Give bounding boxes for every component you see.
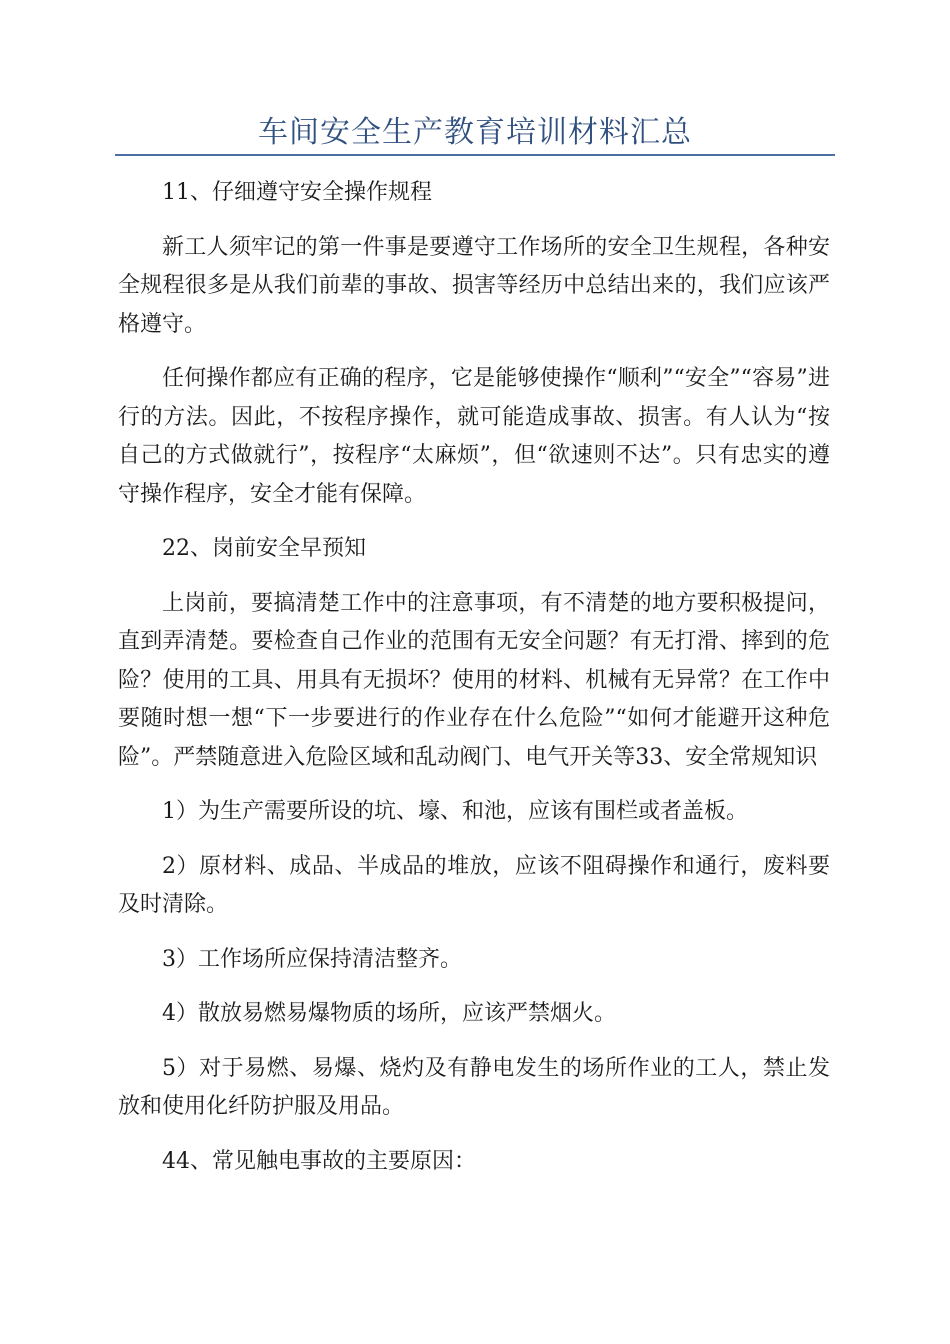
paragraph-2: 任何操作都应有正确的程序，它是能够使操作“顺利”“安全”“容易”进行的方法。因此，不按程序操作，就可能造成事故、损害。有人认为“按自己的方式做就行”，按程序“太麻烦”，但“欲速则不达”。只有忠实的遵守操作程序，安全才能有保障。 [118,366,830,507]
paragraph-1: 新工人须牢记的第一件事是要遵守工作场所的安全卫生规程，各种安全规程很多是从我们前辈的事故、损害等经历中总结出来的，我们应该严格遵守。 [118,234,830,337]
title-underline [115,154,835,156]
list-item-2: 2）原材料、成品、半成品的堆放，应该不阻碍操作和通行，废料要及时清除。 [118,853,830,917]
section-heading-1: 11、仔细遵守安全操作规程 [162,180,432,205]
list-item-4: 4）散放易燃易爆物质的场所，应该严禁烟火。 [162,1001,616,1026]
document-body [118,174,830,1197]
section-heading-4: 44、常见触电事故的主要原因： [162,1148,476,1174]
list-item-3: 3）工作场所应保持清洁整齐。 [162,946,462,972]
section-heading-2: 22、岗前安全早预知 [162,536,366,561]
document-title: 车间安全生产教育培训材料汇总 [258,115,692,150]
paragraph-3: 上岗前，要搞清楚工作中的注意事项，有不清楚的地方要积极提问，直到弄清楚。要检查自己作业的范围有无安全问题？有无打滑、摔到的危险？使用的工具、用具有无损坏？使用的材料、机械有无异常？在工作中要随时想一想“下一步要进行的作业存在什么危险”“如何才能避开这种危险”。严禁随意进入危险区域和乱动阀门、电气开关等33、安全常规知识 [118,590,830,770]
list-item-5: 5）对于易燃、易爆、烧灼及有静电发生的场所作业的工人，禁止发放和使用化纤防护服及用品。 [118,1055,830,1119]
list-item-1: 1）为生产需要所设的坑、壕、和池，应该有围栏或者盖板。 [162,799,748,824]
